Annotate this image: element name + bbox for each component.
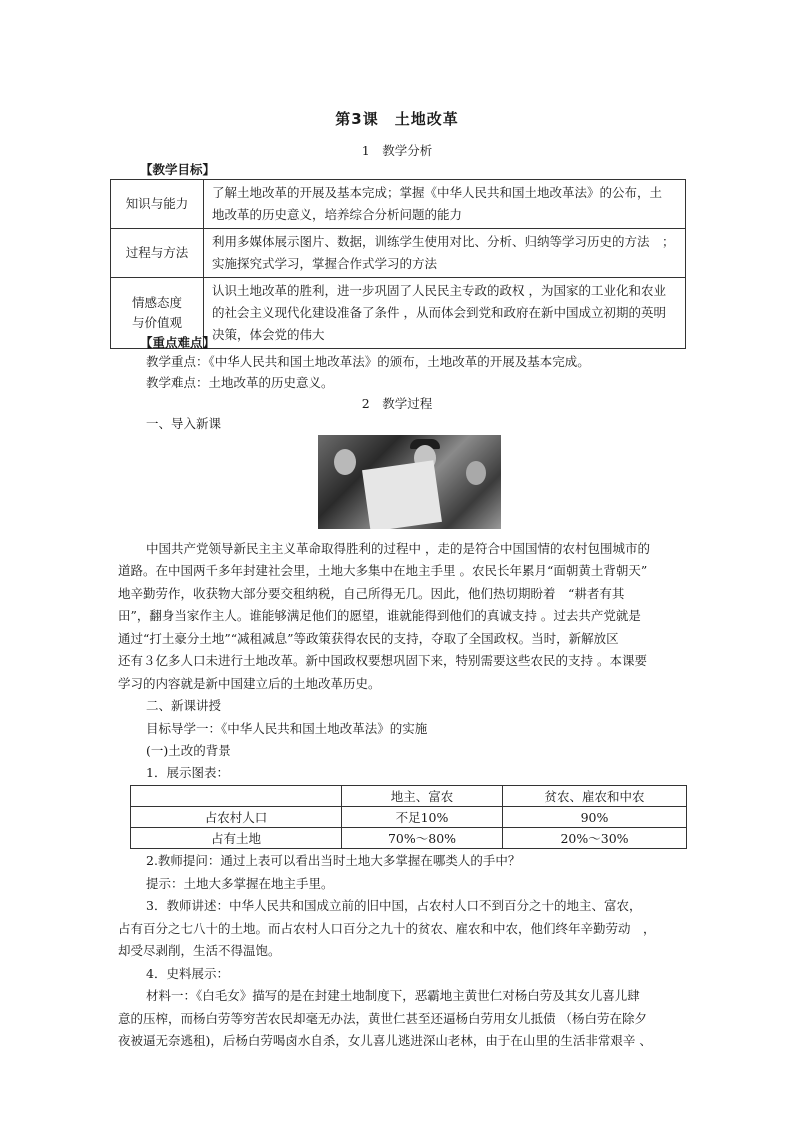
- step-label: 4．史料展示：: [146, 966, 229, 981]
- objective-line: 了解土地改革的开展及基本完成；掌握《中华人民共和国土地改革法》的公布，土: [212, 185, 663, 200]
- photo-figure: [466, 461, 486, 485]
- subsection-heading: (一)土改的背景: [146, 743, 231, 758]
- objective-line: 的社会主义现代化建设准备了条件 ，从而体会到党和政府在新中国成立初期的英明: [212, 305, 666, 320]
- land-statistics-table: [130, 785, 687, 849]
- goal-heading: 目标导学一：《中华人民共和国土地改革法》的实施: [146, 721, 428, 736]
- material-line: 夜被逼无奈逃租)，后杨白劳喝卤水自杀，女儿喜儿逃进深山老林，由于在山里的生活非常艰辛 、: [118, 1033, 652, 1048]
- teacher-question: 2.教师提问：通过上表可以看出当时土地大多掌握在哪类人的手中？: [146, 853, 521, 868]
- keypoints-heading: 【重点难点】: [140, 335, 216, 350]
- intro-paragraph-line: 通过“打土豪分土地”“减租减息”等政策获得农民的支持，夺取了全国政权。当时，新解放区: [118, 631, 619, 646]
- intro-paragraph-line: 学习的内容就是新中国建立后的土地改革历史。: [118, 676, 381, 691]
- table-row: [131, 807, 687, 828]
- intro-paragraph-line: 田”，翻身当家作主人。谁能够满足他们的愿望，谁就能得到他们的真诚支持 。过去共产党就是: [118, 608, 641, 623]
- table-header-cell: 地主、富农: [342, 786, 503, 807]
- section-heading-process: 2 教学过程: [361, 396, 433, 411]
- material-line: 材料一：《白毛女》描写的是在封建土地制度下，恶霸地主黄世仁对杨白劳及其女儿喜儿肆: [146, 988, 640, 1003]
- table-cell: 占农村人口: [131, 807, 342, 828]
- objectives-heading: 【教学目标】: [140, 162, 216, 177]
- intro-paragraph-line: 地辛勤劳作，收获物大部分要交租纳税，自己所得无几。因此，他们热切期盼着 “耕者有其: [118, 586, 625, 601]
- objective-label-line: 情感态度: [131, 295, 182, 310]
- section-heading-analysis: 1 教学分析: [361, 143, 433, 158]
- table-header-cell: [131, 786, 342, 807]
- intro-paragraph-line: 还有３亿多人口未进行土地改革。新中国政权要想巩固下来，特别需要这些农民的支持 。本课要: [118, 653, 647, 668]
- objective-label: 过程与方法: [111, 229, 204, 278]
- answer-hint: 提示：土地大多掌握在地主手里。: [146, 876, 334, 891]
- photo-document: [362, 460, 442, 529]
- objectives-table: [110, 179, 686, 349]
- table-cell: 90%: [503, 807, 687, 828]
- difficult-point: 教学难点：土地改革的历史意义。: [146, 375, 334, 390]
- table-header-cell: 贫农、雇农和中农: [503, 786, 687, 807]
- objective-text: [204, 180, 686, 229]
- table-cell: 70%～80%: [342, 828, 503, 849]
- table-header-row: [131, 786, 687, 807]
- historical-photo: [318, 435, 501, 529]
- teacher-narration-line: 3．教师讲述：中华人民共和国成立前的旧中国，占农村人口不到百分之十的地主、富农，: [146, 898, 642, 913]
- intro-heading: 一、导入新课: [146, 416, 222, 431]
- table-cell: 不足10%: [342, 807, 503, 828]
- photo-figure: [334, 449, 356, 475]
- table-row: [111, 229, 686, 278]
- objective-line: 利用多媒体展示图片、数据，训练学生使用对比、分析、归纳等学习历史的方法 ；: [212, 234, 675, 249]
- table-cell: 20%～30%: [503, 828, 687, 849]
- material-line: 意的压榨，而杨白劳等穷苦农民却毫无办法，黄世仁甚至还逼杨白劳用女儿抵债 （杨白劳在除夕: [118, 1011, 647, 1026]
- key-point: 教学重点：《中华人民共和国土地改革法》的颁布，土地改革的开展及基本完成。: [146, 354, 590, 369]
- objective-text: [204, 278, 686, 349]
- objective-text: [204, 229, 686, 278]
- objective-line: 实施探究式学习，掌握合作式学习的方法: [212, 256, 438, 271]
- table-row: [131, 828, 687, 849]
- objective-label: 知识与能力: [111, 180, 204, 229]
- objective-line: 地改革的历史意义，培养综合分析问题的能力: [212, 207, 463, 222]
- intro-paragraph-line: 道路。在中国两千多年封建社会里，土地大多集中在地主手里 。农民长年累月“面朝黄土背朝天”: [118, 563, 648, 578]
- intro-paragraph-line: 中国共产党领导新民主主义革命取得胜利的过程中 ，走的是符合中国国情的农村包围城市的: [146, 541, 650, 556]
- objective-line: 决策，体会党的伟大: [212, 327, 325, 342]
- objective-label-line: 与价值观: [131, 315, 182, 330]
- table-row: [111, 180, 686, 229]
- step-label: 1．展示图表：: [146, 765, 229, 780]
- teacher-narration-line: 却受尽剥削，生活不得温饱。: [118, 943, 281, 958]
- objective-line: 认识土地改革的胜利，进一步巩固了人民民主专政的政权 ，为国家的工业化和农业: [212, 283, 666, 298]
- teacher-narration-line: 占有百分之七八十的土地。而占农村人口百分之九十的贫农、雇农和中农，他们终年辛勤劳动 ，: [118, 921, 656, 936]
- table-cell: 占有土地: [131, 828, 342, 849]
- lesson-title: 第3课 土地改革: [335, 110, 459, 128]
- new-lesson-heading: 二、新课讲授: [146, 698, 222, 713]
